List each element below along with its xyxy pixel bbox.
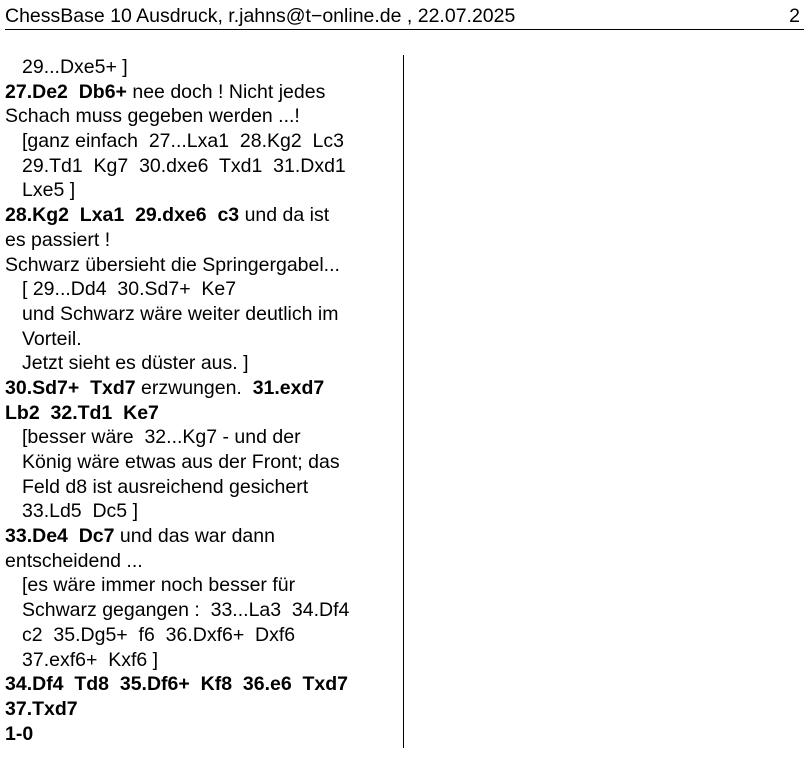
comment-text: und da ist bbox=[239, 204, 330, 227]
annotation-line bbox=[5, 327, 400, 352]
annotation-line bbox=[5, 623, 400, 648]
comment-text: nee doch ! Nicht jedes bbox=[126, 80, 326, 103]
header-rule bbox=[5, 29, 804, 30]
annotation-line bbox=[5, 697, 400, 722]
column-divider bbox=[403, 55, 404, 748]
comment-text: [besser wäre 32...Kg7 - und der bbox=[22, 426, 301, 449]
annotation-line bbox=[5, 80, 400, 105]
annotation-line bbox=[5, 722, 400, 747]
comment-text: Schwarz gegangen : 33...La3 34.Df4 bbox=[22, 599, 350, 622]
annotation-line bbox=[5, 351, 400, 376]
annotation-line bbox=[5, 154, 400, 179]
annotation-line bbox=[5, 253, 400, 278]
annotation-line bbox=[5, 573, 400, 598]
comment-text: Jetzt sieht es düster aus. ] bbox=[22, 352, 249, 375]
annotation-line bbox=[5, 598, 400, 623]
comment-text: Schach muss gegeben werden ...! bbox=[5, 105, 300, 128]
annotation-line bbox=[5, 277, 400, 302]
comment-text: und Schwarz wäre weiter deutlich im bbox=[22, 302, 339, 325]
annotation-line bbox=[5, 648, 400, 673]
comment-text: [es wäre immer noch besser für bbox=[22, 574, 296, 597]
move-text: 30.Sd7+ Txd7 bbox=[5, 376, 136, 399]
comment-text: 29.Td1 Kg7 30.dxe6 Txd1 31.Dxd1 bbox=[22, 154, 346, 177]
header-title: ChessBase 10 Ausdruck, r.jahns@t−online.de , 22.07.2025 bbox=[5, 5, 516, 27]
annotation-line bbox=[5, 425, 400, 450]
page-number: 2 bbox=[789, 5, 800, 27]
annotation-line bbox=[5, 228, 400, 253]
annotation-line bbox=[5, 203, 400, 228]
annotation-line bbox=[5, 104, 400, 129]
annotation-line bbox=[5, 178, 400, 203]
comment-text: erzwungen. bbox=[135, 376, 253, 399]
page-header bbox=[5, 4, 804, 28]
comment-text: entscheidend ... bbox=[5, 549, 143, 572]
comment-text: Feld d8 ist ausreichend gesichert bbox=[22, 475, 309, 498]
annotation-line bbox=[5, 475, 400, 500]
move-text: 37.Txd7 bbox=[5, 697, 78, 720]
comment-text: Lxe5 ] bbox=[22, 179, 76, 202]
annotation-line bbox=[5, 524, 400, 549]
annotation-line bbox=[5, 129, 400, 154]
comment-text: König wäre etwas aus der Front; das bbox=[22, 451, 340, 473]
annotation-line bbox=[5, 376, 400, 401]
comment-text: c2 35.Dg5+ f6 36.Dxf6+ Dxf6 bbox=[22, 623, 296, 646]
comment-text: [ganz einfach 27...Lxa1 28.Kg2 Lc3 bbox=[22, 130, 344, 153]
comment-text: 29...Dxe5+ ] bbox=[22, 56, 128, 78]
move-text: 1-0 bbox=[5, 722, 34, 745]
annotation-line bbox=[5, 450, 400, 475]
move-text: Lb2 32.Td1 Ke7 bbox=[5, 401, 159, 424]
annotation-line bbox=[5, 549, 400, 574]
annotation-line bbox=[5, 499, 400, 524]
comment-text: [ 29...Dd4 30.Sd7+ Ke7 bbox=[22, 278, 237, 301]
comment-text: 33.Ld5 Dc5 ] bbox=[22, 500, 138, 523]
game-annotation-column bbox=[5, 55, 400, 746]
annotation-line bbox=[5, 401, 400, 426]
comment-text: es passiert ! bbox=[5, 228, 111, 251]
comment-text: und das war dann bbox=[114, 525, 275, 548]
move-text: 28.Kg2 Lxa1 29.dxe6 c3 bbox=[5, 204, 240, 227]
move-text: 27.De2 Db6+ bbox=[5, 80, 127, 103]
annotation-line bbox=[5, 55, 400, 80]
annotation-line bbox=[5, 302, 400, 327]
move-text: 33.De4 Dc7 bbox=[5, 525, 115, 548]
comment-text: 37.exf6+ Kxf6 ] bbox=[22, 648, 159, 671]
annotation-line bbox=[5, 672, 400, 697]
comment-text: Schwarz übersieht die Springergabel... bbox=[5, 253, 340, 276]
comment-text: Vorteil. bbox=[22, 327, 82, 350]
move-text: 34.Df4 Td8 35.Df6+ Kf8 36.e6 Txd7 bbox=[5, 673, 349, 696]
move-text: 31.exd7 bbox=[252, 376, 325, 399]
